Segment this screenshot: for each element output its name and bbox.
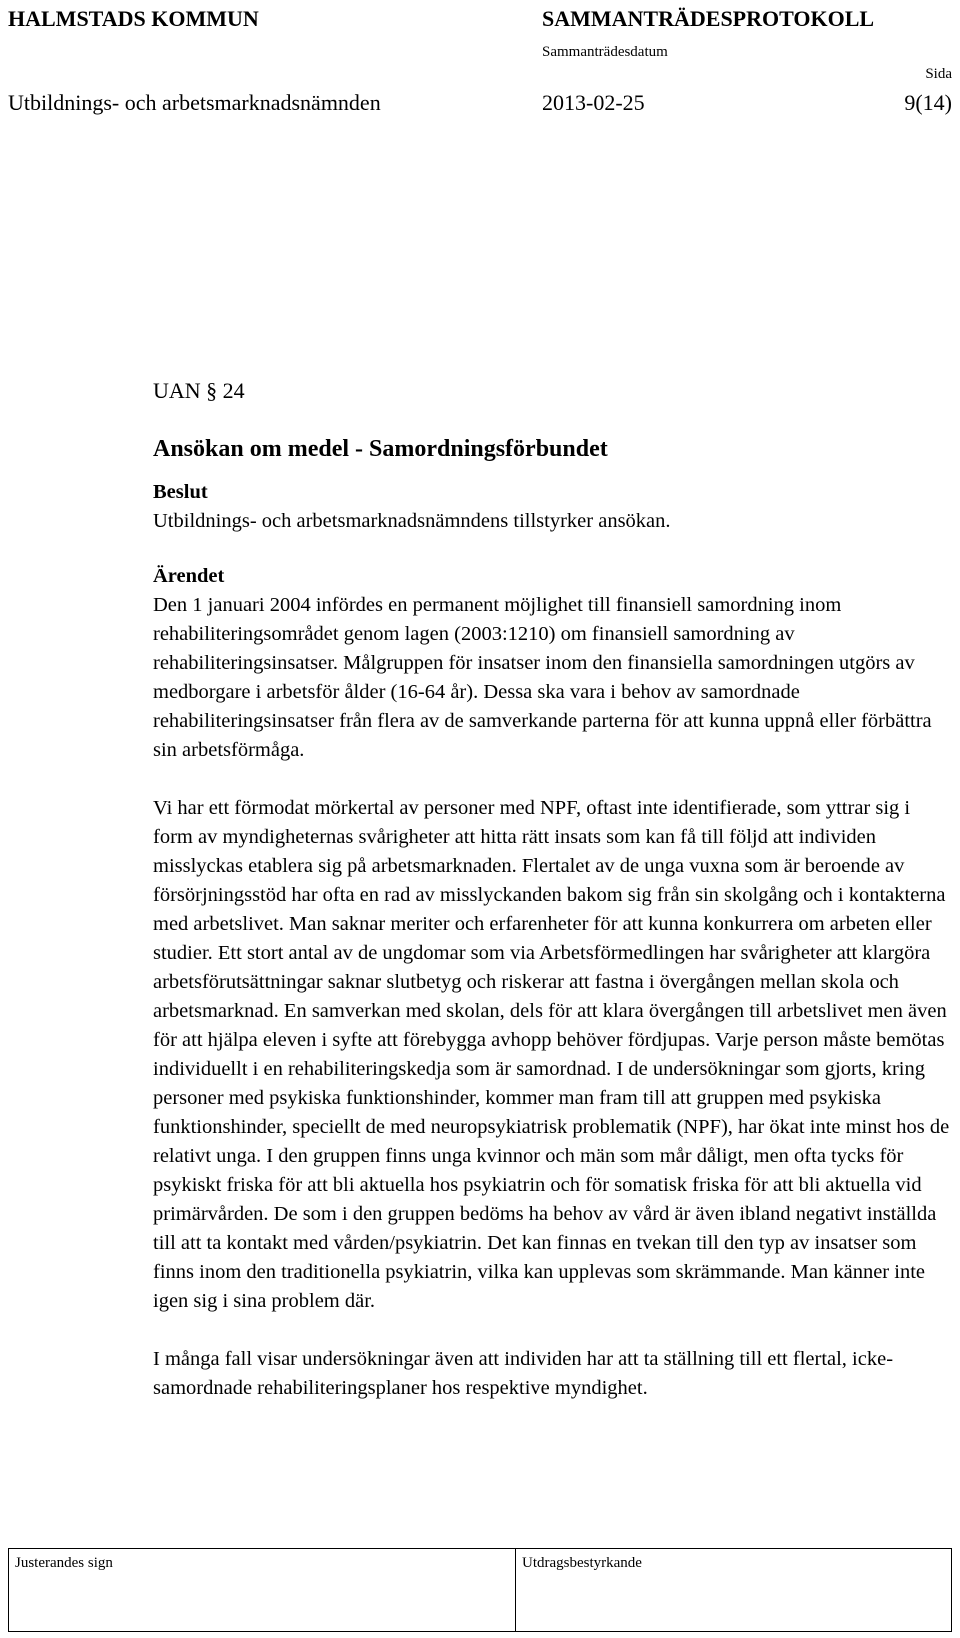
case-id: UAN § 24 [153,378,245,403]
page-label: Sida [925,66,952,82]
meeting-date: 2013-02-25 [542,90,645,115]
decision-section [153,478,951,536]
page-number: 9(14) [904,90,952,115]
committee-name: Utbildnings- och arbetsmarknadsnämnden [8,90,381,115]
organization-name: HALMSTADS KOMMUN [8,6,259,31]
matter-section [153,562,951,1403]
adjuster-sign-label: Justerandes sign [15,1555,113,1571]
matter-heading: Ärendet [153,565,225,587]
case-title: Ansökan om medel - Samordningsförbundet [153,436,608,462]
signature-footer [8,1548,952,1632]
document-type: SAMMANTRÄDESPROTOKOLL [542,6,875,31]
extract-label: Utdragsbestyrkande [522,1555,642,1571]
matter-paragraph-3: I många fall visar undersökningar även att individen har att ta ställning till ett flertal, icke-samordnade rehabiliteringsplaner hos respektive myndighet. [153,1348,894,1399]
decision-heading: Beslut [153,481,208,503]
date-label: Sammanträdesdatum [542,44,668,60]
matter-paragraph-1: Den 1 januari 2004 infördes en permanent möjlighet till finansiell samordning inom rehabiliteringsområdet genom lagen (2003:1210) om finansiell samordning av rehabiliteringsinsatser. Målgruppen för insatser inom den finansiella samordningen utgörs av medborgare i arbetsför ålder (16-64 år). Dessa ska vara i behov av samordnade rehabiliteringsinsatser från flera av de samverkande parterna för att kunna uppnå eller förbättra sin arbetsförmåga. [153,594,932,761]
decision-text: Utbildnings- och arbetsmarknadsnämndens tillstyrker ansökan. [153,510,671,532]
extract-certification-box [516,1549,951,1631]
adjuster-sign-box [9,1549,516,1631]
matter-paragraph-2: Vi har ett förmodat mörkertal av personer med NPF, oftast inte identifierade, som yttrar sig i form av myndigheternas svårigheter att hitta rätt insats som kan få till följd att individen misslyckas etablera sig på arbetsmarknaden. Flertalet av de unga vuxna som är beroende av försörjningsstöd har ofta en rad av misslyckanden bakom sig från sin skolgång och i kontakterna med arbetslivet. Man saknar meriter och erfarenheter för att kunna konkurrera om arbeten eller studier. Ett stort antal av de ungdomar som via Arbetsförmedlingen har svårigheter att klargöra arbetsförutsättningar saknar slutbetyg och riskerar att fastna i övergången mellan skola och arbetsmarknad. En samverkan med skolan, dels för att klara övergången till arbetslivet men även för att hjälpa eleven i syfte att förebygga avhopp behöver fördjupas. Varje person måste bemötas individuellt i en rehabiliteringskedja som är samordnad. I de undersökningar som gjorts, kring personer med psykiska funktionshinder, kommer man fram till att gruppen med psykiska funktionshinder, speciellt de med neuropsykiatrisk problematik (NPF), har ökat inte minst hos de relativt unga. I den gruppen finns unga kvinnor och män som mår dåligt, men ofta tycks för psykiskt friska för att bli aktuella hos psykiatrin och för somatisk friska för att bli aktuella vid primärvården. De som i den gruppen bedöms ha behov av vård är även ibland negativt inställda till att ta kontakt med vården/psykiatrin. Det kan finnas en tvekan till den typ av insatser som finns inom den traditionella psykiatrin, vilka kan upplevas som skrämmande. Man känner inte igen sig i sina problem där. [153,797,950,1312]
